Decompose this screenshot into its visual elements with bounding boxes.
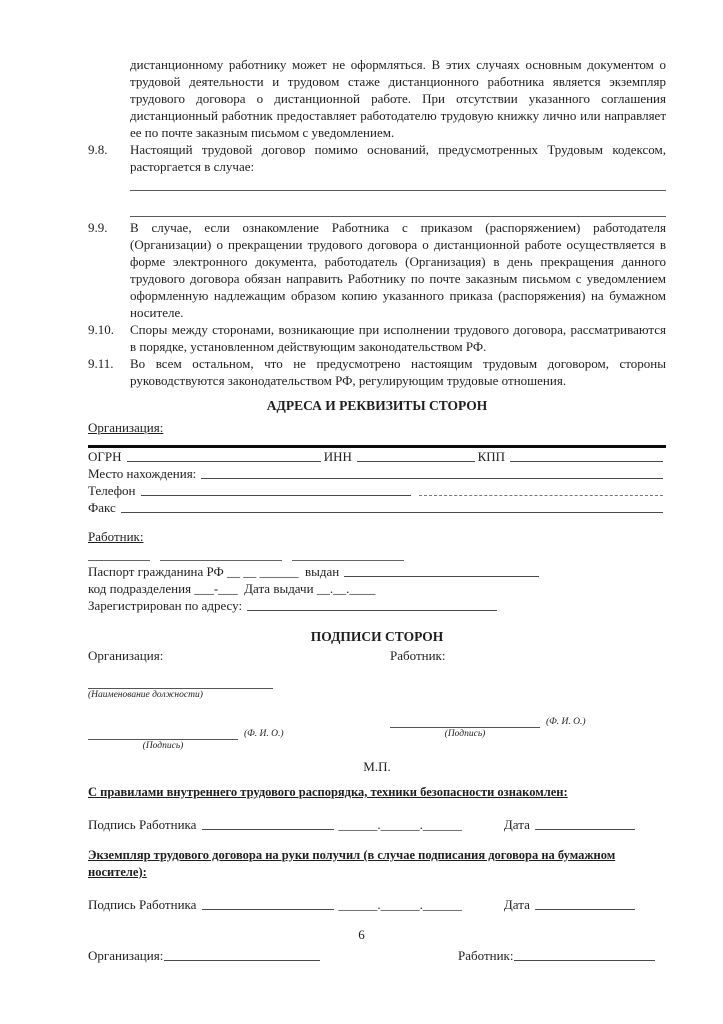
phone-label: Телефон bbox=[88, 483, 136, 498]
footer-worker-label: Работник: bbox=[458, 948, 514, 963]
issued-label: выдан bbox=[305, 564, 340, 579]
position-caption: (Наименование должности) bbox=[88, 690, 203, 700]
blank-line bbox=[160, 549, 282, 561]
signature-blank-line bbox=[88, 725, 238, 740]
copy-signature-row bbox=[88, 896, 666, 913]
footer-organization bbox=[88, 947, 323, 964]
clause-number: 9.10. bbox=[88, 322, 114, 337]
signature-blank-line bbox=[202, 816, 334, 830]
blank-line bbox=[130, 175, 666, 191]
date-dots-blank: ______.______.______ bbox=[338, 897, 462, 912]
document-page bbox=[88, 56, 666, 927]
registered-address-row bbox=[88, 597, 666, 614]
footer-org-label: Организация: bbox=[88, 948, 164, 963]
location-row bbox=[88, 465, 666, 482]
signatures-heading: ПОДПИСИ СТОРОН bbox=[310, 629, 444, 644]
blank-line bbox=[292, 549, 404, 561]
clause-number: 9.11. bbox=[88, 356, 114, 371]
date-blank-line bbox=[535, 816, 635, 830]
kpp-label: КПП bbox=[477, 449, 506, 464]
fio-caption: (Ф. И. О.) bbox=[244, 729, 284, 739]
footer-worker bbox=[458, 947, 658, 964]
footer-org-blank-line bbox=[164, 947, 320, 961]
division-code-blank: ___-___ bbox=[194, 581, 238, 596]
blank-line bbox=[88, 549, 150, 561]
requisites-heading: АДРЕСА И РЕКВИЗИТЫ СТОРОН bbox=[266, 398, 488, 413]
clause-number: 9.8. bbox=[88, 142, 108, 157]
ogrn-blank-line bbox=[127, 448, 321, 462]
position-blank-line bbox=[88, 664, 273, 689]
worker-label: Работник: bbox=[390, 648, 446, 663]
division-code-row bbox=[88, 580, 666, 597]
fax-blank-line bbox=[121, 499, 663, 513]
date-dots-blank: ______.______.______ bbox=[338, 817, 462, 832]
issue-date-blank: __.__.____ bbox=[316, 581, 376, 596]
clause-9-9 bbox=[88, 219, 666, 321]
footer-row bbox=[88, 947, 666, 964]
clause-9-11 bbox=[88, 355, 666, 389]
passport-row bbox=[88, 563, 666, 580]
passport-blanks: __ __ ______ bbox=[227, 564, 299, 579]
clause-9-8 bbox=[88, 141, 666, 175]
inn-label: ИНН bbox=[323, 449, 352, 464]
clause-number: 9.9. bbox=[88, 220, 108, 235]
location-label: Место нахождения: bbox=[88, 466, 197, 481]
page-number: 6 bbox=[358, 927, 365, 942]
signature-columns bbox=[88, 647, 666, 752]
worker-name-blank-lines bbox=[88, 549, 408, 561]
clause-text: Споры между сторонами, возникающие при исполнении трудового договора, рассматриваются в порядке, установленном действующим законодательством РФ. bbox=[130, 322, 666, 354]
clause-9-10 bbox=[88, 321, 666, 355]
fax-row bbox=[88, 499, 666, 516]
org-label: Организация: bbox=[88, 648, 164, 663]
worker-signature-row bbox=[390, 711, 666, 728]
division-code-label: код подразделения bbox=[88, 581, 192, 596]
worker-signature-label: Подпись Работника bbox=[88, 897, 197, 912]
location-blank-line bbox=[201, 465, 663, 479]
issue-date-label: Дата выдачи bbox=[244, 581, 314, 596]
phone-blank-line bbox=[141, 482, 411, 496]
worker-signature-column bbox=[377, 647, 666, 752]
ogrn-inn-kpp-row bbox=[88, 448, 666, 465]
address-blank-line bbox=[247, 597, 497, 611]
passport-label: Паспорт гражданина РФ bbox=[88, 564, 224, 579]
copy-received-heading: Экземпляр трудового договора на руки получил (в случае подписания договора на бумажном носителе): bbox=[88, 848, 616, 879]
blank-line bbox=[130, 191, 666, 217]
fio-caption: (Ф. И. О.) bbox=[546, 717, 586, 727]
signature-caption: (Подпись) bbox=[444, 729, 486, 739]
rules-signature-row bbox=[88, 816, 666, 833]
date-blank-line bbox=[535, 896, 635, 910]
organization-signature-column bbox=[88, 647, 377, 752]
stamp-placeholder: М.П. bbox=[363, 759, 391, 774]
footer-worker-blank-line bbox=[514, 947, 655, 961]
fax-label: Факс bbox=[88, 500, 116, 515]
worker-section-label: Работник: bbox=[88, 529, 144, 544]
date-label: Дата bbox=[503, 897, 530, 912]
signature-blank-line bbox=[390, 713, 540, 728]
inn-blank-line bbox=[357, 448, 475, 462]
phone-row bbox=[88, 482, 666, 499]
registered-label: Зарегистрирован по адресу: bbox=[88, 598, 243, 613]
worker-signature-label: Подпись Работника bbox=[88, 817, 197, 832]
clause-text: Настоящий трудовой договор помимо оснований, предусмотренных Трудовым кодексом, расторгается в случае: bbox=[130, 142, 666, 174]
clause-continuation-text: дистанционному работнику может не оформляться. В этих случаях основным документом о трудовой деятельности и трудовом стаже дистанционного работника является экземпляр трудового договора о дистанционной работе. При отсутствии указанного соглашения дистанционный работник предоставляет работодателю трудовую книжку лично или направляет ее по почте заказным письмом с уведомлением. bbox=[130, 57, 666, 140]
org-signature-row bbox=[88, 723, 377, 740]
issued-blank-line bbox=[344, 563, 539, 577]
rules-acknowledgement-heading: С правилами внутреннего трудового распорядка, техники безопасности ознакомлен: bbox=[88, 785, 568, 799]
date-label: Дата bbox=[503, 817, 530, 832]
phone-blank-line-2 bbox=[419, 482, 663, 496]
clause-text: В случае, если ознакомление Работника с приказом (распоряжением) работодателя (Организации) о прекращении трудового договора о дистанционной работе осуществляется в форме электронного документа, работодатель (Организация) в день прекращения данного трудового договора обязан направить Работнику по почте заказным письмом с уведомлением оформленную надлежащим образом копию указанного приказа (распоряжения) на бумажном носителе. bbox=[130, 220, 666, 320]
organization-section-label: Организация: bbox=[88, 420, 164, 435]
kpp-blank-line bbox=[510, 448, 663, 462]
clause-text: Во всем остальном, что не предусмотрено настоящим трудовым договором, стороны руководствуются законодательством РФ, регулирующим трудовые отношения. bbox=[130, 356, 666, 388]
ogrn-label: ОГРН bbox=[88, 449, 122, 464]
signature-blank-line bbox=[202, 896, 334, 910]
signature-caption: (Подпись) bbox=[142, 741, 184, 751]
